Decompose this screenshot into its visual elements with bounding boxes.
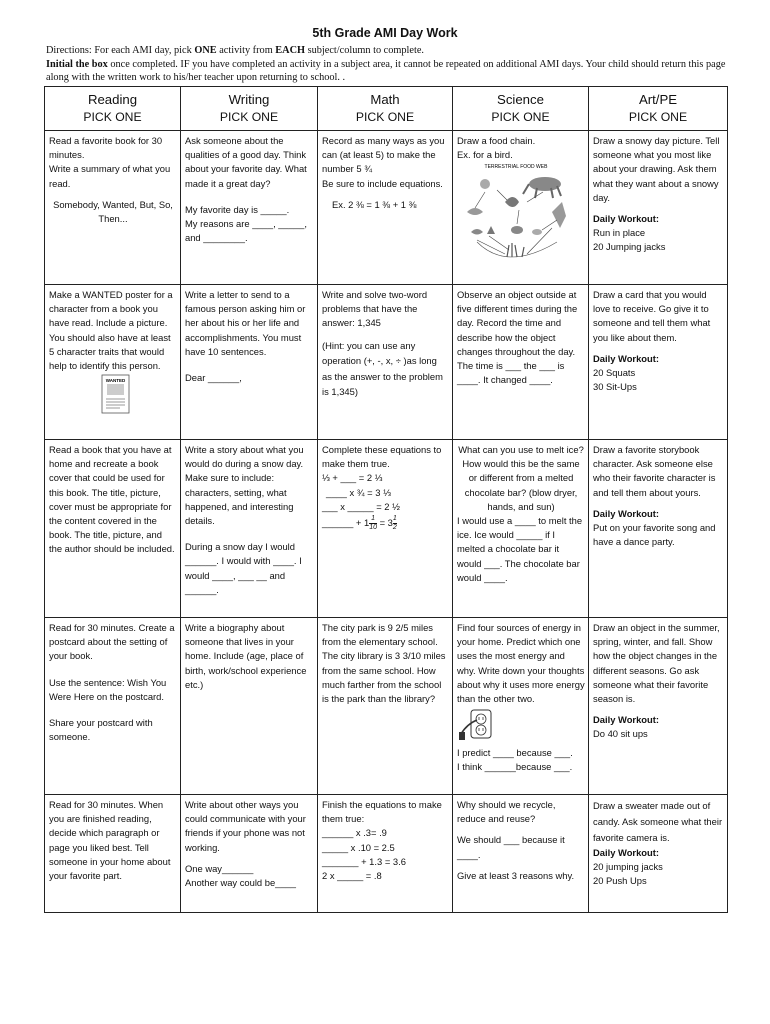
writing-cell: Write a biography about someone that lives in your home. Include (age, place of birth, work/school experience etc.)	[181, 618, 318, 795]
activity-row-4	[45, 618, 728, 795]
math-cell: Write and solve two-word problems that have the answer: 1,345 (Hint: you can use any operation (+, -, x, ÷ )as long as the answer to the problem is 1,345)	[318, 285, 453, 440]
directions-text: once completed. IF you have completed an activity in a subject area, it cannot be repeated on additional AMI days. Your child should return this page along with the written work to his/her teacher upon returning to school. .	[46, 58, 726, 83]
reading-cell: Read a book that you have at home and recreate a book cover that could be used for this book. The title, picture, cover must be appropriate for the content covered in the book. The title, picture, and the author should be included.	[45, 440, 181, 618]
daily-workout-label: Daily Workout:	[593, 847, 659, 858]
art-pe-cell: Draw a snowy day picture. Tell someone what you most like about your drawing. Ask them what they want about a snowy day. Daily Workout: Run in place 20 Jumping jacks	[589, 131, 728, 285]
reading-cell: Make a WANTED poster for a character from a book you have read. Include a picture. You should also have at least 5 character traits that would help to identify this person. WANTED	[45, 285, 181, 440]
writing-cell: Write about other ways you could communicate with your friends if your phone was not working. One way______ Another way could be____	[181, 795, 318, 913]
food-web-image	[457, 162, 575, 268]
header-math: Math PICK ONE	[318, 87, 453, 131]
outlet-plug-image	[457, 706, 497, 746]
art-pe-cell: Draw a favorite storybook character. Ask someone else who their favorite character is and tell them about yours. Daily Workout: Put on your favorite song and have a dance party.	[589, 440, 728, 618]
reading-cell: Read for 30 minutes. When you are finished reading, decide which paragraph or page you liked best. Tell someone in your home about your favorite part.	[45, 795, 181, 913]
science-cell: Find four sources of energy in your home. Predict which one uses the most energy and why. Write down your thoughts about why it uses more energy than the other two. I predict ____ because ___. I think ______because ___.	[453, 618, 589, 795]
food-web-title: TERRESTRIAL FOOD WEB	[484, 164, 548, 171]
activity-grid	[44, 86, 728, 913]
directions-text: Directions: For each AMI day, pick	[46, 45, 195, 56]
directions-initial: Initial the box	[46, 58, 108, 70]
directions-one: ONE	[194, 45, 217, 56]
header-art-pe: Art/PE PICK ONE	[589, 87, 728, 131]
math-cell: Complete these equations to make them true. ⅓ + ___ = 2 ⅓ ____ x ¾ = 3 ⅓ ___ x _____ = 2 ½ ______ + 1 $\frac{1}{10}$ = 3 $\frac{1}{2}$	[318, 440, 453, 618]
header-reading: Reading PICK ONE	[45, 87, 181, 131]
science-cell: Observe an object outside at five different times during the day. Record the time and describe how the object changes throughout the day. The time is ___ the ___ is ____. It changed ____.	[453, 285, 589, 440]
art-pe-cell: Draw an object in the summer, spring, winter, and fall. Show how the object changes in the different seasons. Go ask someone what their favorite season is. Daily Workout: Do 40 sit ups	[589, 618, 728, 795]
directions-each: EACH	[275, 45, 306, 56]
daily-workout-label: Daily Workout:	[593, 714, 659, 726]
math-fraction-equation: ______ + 1 $\frac{1}{10}$ = 3 $\frac{1}{2}$	[322, 515, 397, 532]
header-writing: Writing PICK ONE	[181, 87, 318, 131]
science-cell: Draw a food chain. Ex. for a bird. TERRESTRIAL FOOD WEB	[453, 131, 589, 285]
directions	[46, 44, 736, 85]
reading-cell: Read for 30 minutes. Create a postcard about the setting of your book. Use the sentence: Wish You Were Here on the postcard. Share your postcard with someone.	[45, 618, 181, 795]
science-cell: What can you use to melt ice? How would this be the same or different from a melted chocolate bar? (blow dryer, hands, and sun) I would use a ____ to melt the ice. Ice would _____ if I melted a chocolate bar it would ___. The chocolate bar would ____.	[453, 440, 589, 618]
art-pe-cell: Draw a card that you would love to receive. Go give it to someone and tell them what you like about them. Daily Workout: 20 Squats 30 Sit-Ups	[589, 285, 728, 440]
activity-row-5	[45, 795, 728, 913]
math-cell: Record as many ways as you can (at least 5) to make the number 5 ¾ Be sure to include equations. Ex. 2 ⅜ = 1 ⅜ + 1 ⅜	[318, 131, 453, 285]
wanted-poster-image	[49, 373, 179, 417]
header-row	[45, 87, 728, 131]
math-cell: The city park is 9 2/5 miles from the elementary school. The city library is 3 3/10 miles from the same school. How much farther from the school is the park than the library?	[318, 618, 453, 795]
art-pe-cell: Draw a sweater made out of candy. Ask someone what their favorite camera is. Daily Workout: 20 jumping jacks 20 Push Ups	[589, 795, 728, 913]
writing-cell: Write a letter to send to a famous person asking him or her about his or her life and accomplishments. You must have 10 sentences. Dear ______,	[181, 285, 318, 440]
page-title: 5th Grade AMI Day Work	[312, 26, 458, 40]
wanted-poster-title: WANTED	[105, 378, 126, 384]
reading-cell: Read a favorite book for 30 minutes. Write a summary of what you read. Somebody, Wanted, But, So, Then...	[45, 131, 181, 285]
math-cell: Finish the equations to make them true: ______ x .3= .9 _____ x .10 = 2.5 _______ + 1.3 = 3.6 2 x _____ = .8	[318, 795, 453, 913]
writing-cell: Ask someone about the qualities of a good day. Think about your favorite day. What made it a great day? My favorite day is _____. My reasons are ____, _____, and ________.	[181, 131, 318, 285]
daily-workout-label: Daily Workout:	[593, 352, 659, 364]
daily-workout-label: Daily Workout:	[593, 507, 659, 519]
header-science: Science PICK ONE	[453, 87, 589, 131]
directions-text: activity from	[216, 45, 276, 56]
daily-workout-label: Daily Workout:	[593, 213, 659, 225]
activity-row-2	[45, 285, 728, 440]
directions-text: subject/column to complete.	[305, 45, 424, 56]
writing-cell: Write a story about what you would do during a snow day. Make sure to include: characters, setting, what happened, and interesting details. During a snow day I would ______. I would with ____. I would ____, ___ __ and ______.	[181, 440, 318, 618]
activity-row-1	[45, 131, 728, 285]
activity-row-3	[45, 440, 728, 618]
science-cell: Why should we recycle, reduce and reuse? We should ___ because it ____. Give at least 3 reasons why.	[453, 795, 589, 913]
